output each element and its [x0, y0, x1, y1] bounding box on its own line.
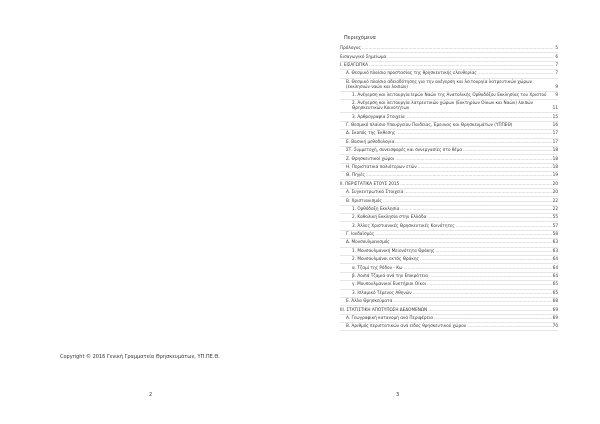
toc-title: Περιεχόμενα — [344, 35, 376, 41]
toc-entry-page: 11 — [552, 105, 558, 111]
toc-entry[interactable] — [340, 214, 558, 222]
toc-entry[interactable] — [340, 239, 558, 247]
toc-entry-label: Γ. Ιουδαϊσμός — [346, 231, 375, 237]
toc-entry-label: Πρόλογος — [340, 45, 361, 51]
toc-entry[interactable] — [340, 122, 558, 130]
toc-leader-dots — [427, 215, 551, 220]
toc-entry-page: 70 — [552, 323, 558, 329]
toc-entry-page: 69 — [552, 306, 558, 312]
toc-entry[interactable] — [340, 53, 558, 61]
toc-entry-label: 1. Ορθόδοξη Εκκλησία — [352, 205, 400, 211]
toc-entry[interactable] — [340, 256, 558, 264]
toc-entry-label: 1. Μουσουλμανική Μειονότητα Θράκης — [352, 247, 435, 253]
toc-entry-page: 65 — [552, 281, 558, 287]
toc-leader-dots — [429, 274, 552, 279]
toc-leader-dots — [395, 140, 551, 145]
toc-leader-dots — [428, 308, 551, 313]
toc-entry[interactable] — [340, 197, 558, 205]
copyright-notice: Copyright © 2016 Γενική Γραμματεία Θρησκευμάτων, ΥΠ.ΠΕ.Θ. — [60, 354, 220, 360]
toc-entry-label: 3. Άλλες Χριστιανικές Θρησκευτικές Κοινότητες — [352, 222, 455, 228]
toc-entry-page: 58 — [552, 231, 558, 237]
toc-entry-page: 7 — [555, 70, 558, 76]
toc-entry-page: 68 — [552, 298, 558, 304]
toc-entry-page: 22 — [552, 205, 558, 211]
toc-entry-label: ΙΙ. ΠΕΡΙΣΤΑΤΙΚΑ ΕΤΟΥΣ 2015 — [340, 180, 400, 186]
toc-leader-dots — [403, 266, 551, 271]
toc-entry-page: 6 — [555, 53, 558, 59]
toc-entry-page: 64 — [552, 264, 558, 270]
toc-entry-label: Δ. Μουσουλμανισμός — [346, 239, 390, 245]
toc-entry-label: Ζ. Θρησκευτικοί χώροι — [346, 155, 395, 161]
toc-entry-label: Β. Αριθμός περιστατικών ανά είδος θρησκευτικού χώρου — [346, 323, 467, 329]
toc-entry[interactable] — [340, 155, 558, 163]
toc-leader-dots — [400, 207, 551, 212]
toc-entry[interactable] — [340, 306, 558, 314]
toc-entry-page: 65 — [552, 289, 558, 295]
toc-entry-label: Δ. Σκοπός της Έκθεσης — [346, 130, 396, 136]
toc-entry[interactable] — [340, 70, 558, 78]
toc-entry-label: 3. Αρθρογραφία Στοιχεία — [352, 113, 405, 119]
toc-entry[interactable] — [340, 315, 558, 323]
toc-entry[interactable] — [340, 298, 558, 306]
toc-entry-label: ΣΤ. Συμμετοχή, συνεισφορές και συνεργασίες στο θέμα — [346, 147, 463, 153]
toc-entry-label: 2. Μουσουλμάνοι εκτός Θράκης — [352, 256, 420, 262]
toc-leader-dots — [420, 257, 552, 262]
toc-leader-dots — [427, 282, 552, 287]
toc-entry[interactable] — [340, 273, 558, 281]
toc-leader-dots — [434, 316, 552, 321]
toc-leader-dots — [375, 232, 551, 237]
toc-entry-page: 18 — [552, 163, 558, 169]
toc-leader-dots — [406, 115, 552, 120]
toc-leader-dots — [436, 249, 552, 254]
toc-entry-page: 19 — [552, 172, 558, 178]
toc-entry-page: 9 — [555, 83, 558, 89]
toc-leader-dots — [467, 324, 551, 329]
toc-entry[interactable] — [340, 222, 558, 230]
toc-entry[interactable] — [340, 147, 558, 155]
toc-entry[interactable] — [340, 45, 558, 53]
toc-entry[interactable] — [340, 206, 558, 214]
toc-entry[interactable] — [340, 323, 558, 331]
toc-leader-dots — [391, 240, 552, 245]
toc-entry-label: ΙΙΙ. ΣΤΑΤΙΣΤΙΚΗ ΑΠΟΤΥΠΩΣΗ ΔΕΔΟΜΕΝΩΝ — [340, 306, 428, 312]
toc-entry-page: 17 — [552, 138, 558, 144]
toc-entry-label: Ε. Άλλα Θρησκεύματα — [346, 298, 393, 304]
toc-leader-dots — [393, 299, 551, 304]
toc-entry-label: Ι. ΕΙΣΑΓΩΓΙΚΑ — [340, 62, 368, 68]
toc-entry-label: Θ. Πηγές — [346, 172, 365, 178]
toc-entry-label: Α. Θεσμικό πλαίσιο προστασίας της θρησκευτικής ελευθερίας — [346, 70, 477, 76]
toc-entry-page: 57 — [552, 222, 558, 228]
toc-entry-label: 2. Ανέγερση και λειτουργία λατρευτικών χώρων (Ευκτηρίων Οίκων και Ναών) λοιπών Θρησκευτικών Κοινοτήτων — [352, 100, 534, 111]
toc-entry-page: 7 — [555, 62, 558, 68]
toc-entry[interactable] — [340, 231, 558, 239]
toc-entry[interactable] — [340, 100, 558, 113]
toc-entry[interactable] — [340, 281, 558, 289]
toc-entry-page: 16 — [552, 122, 558, 128]
toc-entry-page: 17 — [552, 130, 558, 136]
toc-leader-dots — [413, 291, 552, 296]
toc-entry-label: Ε. Βασική μεθοδολογία — [346, 138, 395, 144]
toc-entry[interactable] — [340, 92, 558, 100]
toc-entry-label: γ. Μουσουλμανικοί Ευκτήριοι Οίκοι — [352, 281, 427, 287]
toc-entry[interactable] — [340, 172, 558, 180]
toc-entry-label: Η. Περιστατικά παλιότερων ετών — [346, 163, 417, 169]
toc-leader-dots — [396, 131, 551, 136]
toc-entry-page: 69 — [552, 315, 558, 320]
toc-entry[interactable] — [340, 113, 558, 121]
toc-leader-dots — [463, 148, 552, 153]
toc-entry-page: 64 — [552, 273, 558, 279]
toc-entry[interactable] — [340, 180, 558, 188]
table-of-contents — [340, 45, 558, 331]
toc-entry-label: α. Τζαμί της Ρόδου - Κω — [352, 264, 403, 270]
toc-leader-dots — [387, 55, 554, 60]
toc-entry[interactable] — [340, 79, 558, 92]
toc-leader-dots — [418, 165, 552, 170]
toc-entry-page: 5 — [555, 45, 558, 51]
toc-entry-label: Γ. Θεσμικό πλαίσιο Υπουργείου Παιδείας, Έρευνας και Θρησκευμάτων (ΥΠΠΕΘ) — [346, 122, 513, 128]
toc-leader-dots — [456, 224, 552, 229]
page-number-left: 2 — [149, 392, 153, 398]
toc-entry[interactable] — [340, 139, 558, 147]
toc-entry-page: 63 — [552, 239, 558, 245]
page-number-right: 3 — [396, 392, 400, 398]
toc-entry-page: 63 — [552, 247, 558, 253]
toc-entry-label: Εισαγωγικό Σημείωμα — [340, 53, 387, 59]
toc-entry[interactable] — [340, 248, 558, 256]
toc-entry-label: 2. Καθολική Εκκλησία στην Ελλάδα — [352, 214, 427, 220]
toc-entry-page: 9 — [555, 92, 558, 98]
toc-leader-dots — [366, 173, 552, 178]
toc-entry-label: 1. Ανέγερση και λειτουργία Ιερών Ναών της Ανατολικής Ορθοδόξου Εκκλησίας του Χριστού — [352, 92, 547, 98]
toc-entry-label: Α. Γεωγραφική κατανομή ανά Περιφέρεια — [346, 315, 434, 320]
toc-entry-label: 3. Ισλαμικό Τέμενος Αθηνών — [352, 289, 412, 295]
toc-entry-label: Α. Συγκεντρωτικά Στοιχεία — [346, 189, 404, 195]
toc-leader-dots — [383, 199, 552, 204]
toc-entry-page: 20 — [552, 189, 558, 195]
toc-entry-page: 64 — [552, 256, 558, 262]
toc-entry[interactable] — [340, 62, 558, 70]
toc-leader-dots — [369, 63, 554, 68]
toc-entry-page: 20 — [552, 180, 558, 186]
toc-leader-dots — [362, 46, 554, 51]
toc-leader-dots — [395, 157, 551, 162]
toc-entry-page: 15 — [552, 113, 558, 119]
toc-entry-label: β. Λοιπά Τζαμιά ανά την Επικράτεια — [352, 273, 429, 279]
toc-entry-page: 18 — [552, 147, 558, 153]
toc-entry-page: 55 — [552, 214, 558, 220]
toc-entry[interactable] — [340, 164, 558, 172]
right-page — [300, 0, 600, 424]
toc-entry[interactable] — [340, 264, 558, 272]
toc-entry-label: Β. Θεσμικό πλαίσιο αδειοδότησης για την ανέγερση και λειτουργία λατρευτικών χώρων (εκκλησιών ναών και λοιπών) — [346, 78, 532, 89]
toc-entry[interactable] — [340, 189, 558, 197]
toc-leader-dots — [400, 182, 551, 187]
toc-leader-dots — [478, 71, 555, 76]
toc-entry-label: Β. Χριστιανισμός — [346, 197, 382, 203]
toc-entry[interactable] — [340, 130, 558, 138]
toc-entry-page: 22 — [552, 197, 558, 203]
toc-entry[interactable] — [340, 290, 558, 298]
toc-leader-dots — [404, 190, 551, 195]
toc-entry-page: 18 — [552, 155, 558, 161]
